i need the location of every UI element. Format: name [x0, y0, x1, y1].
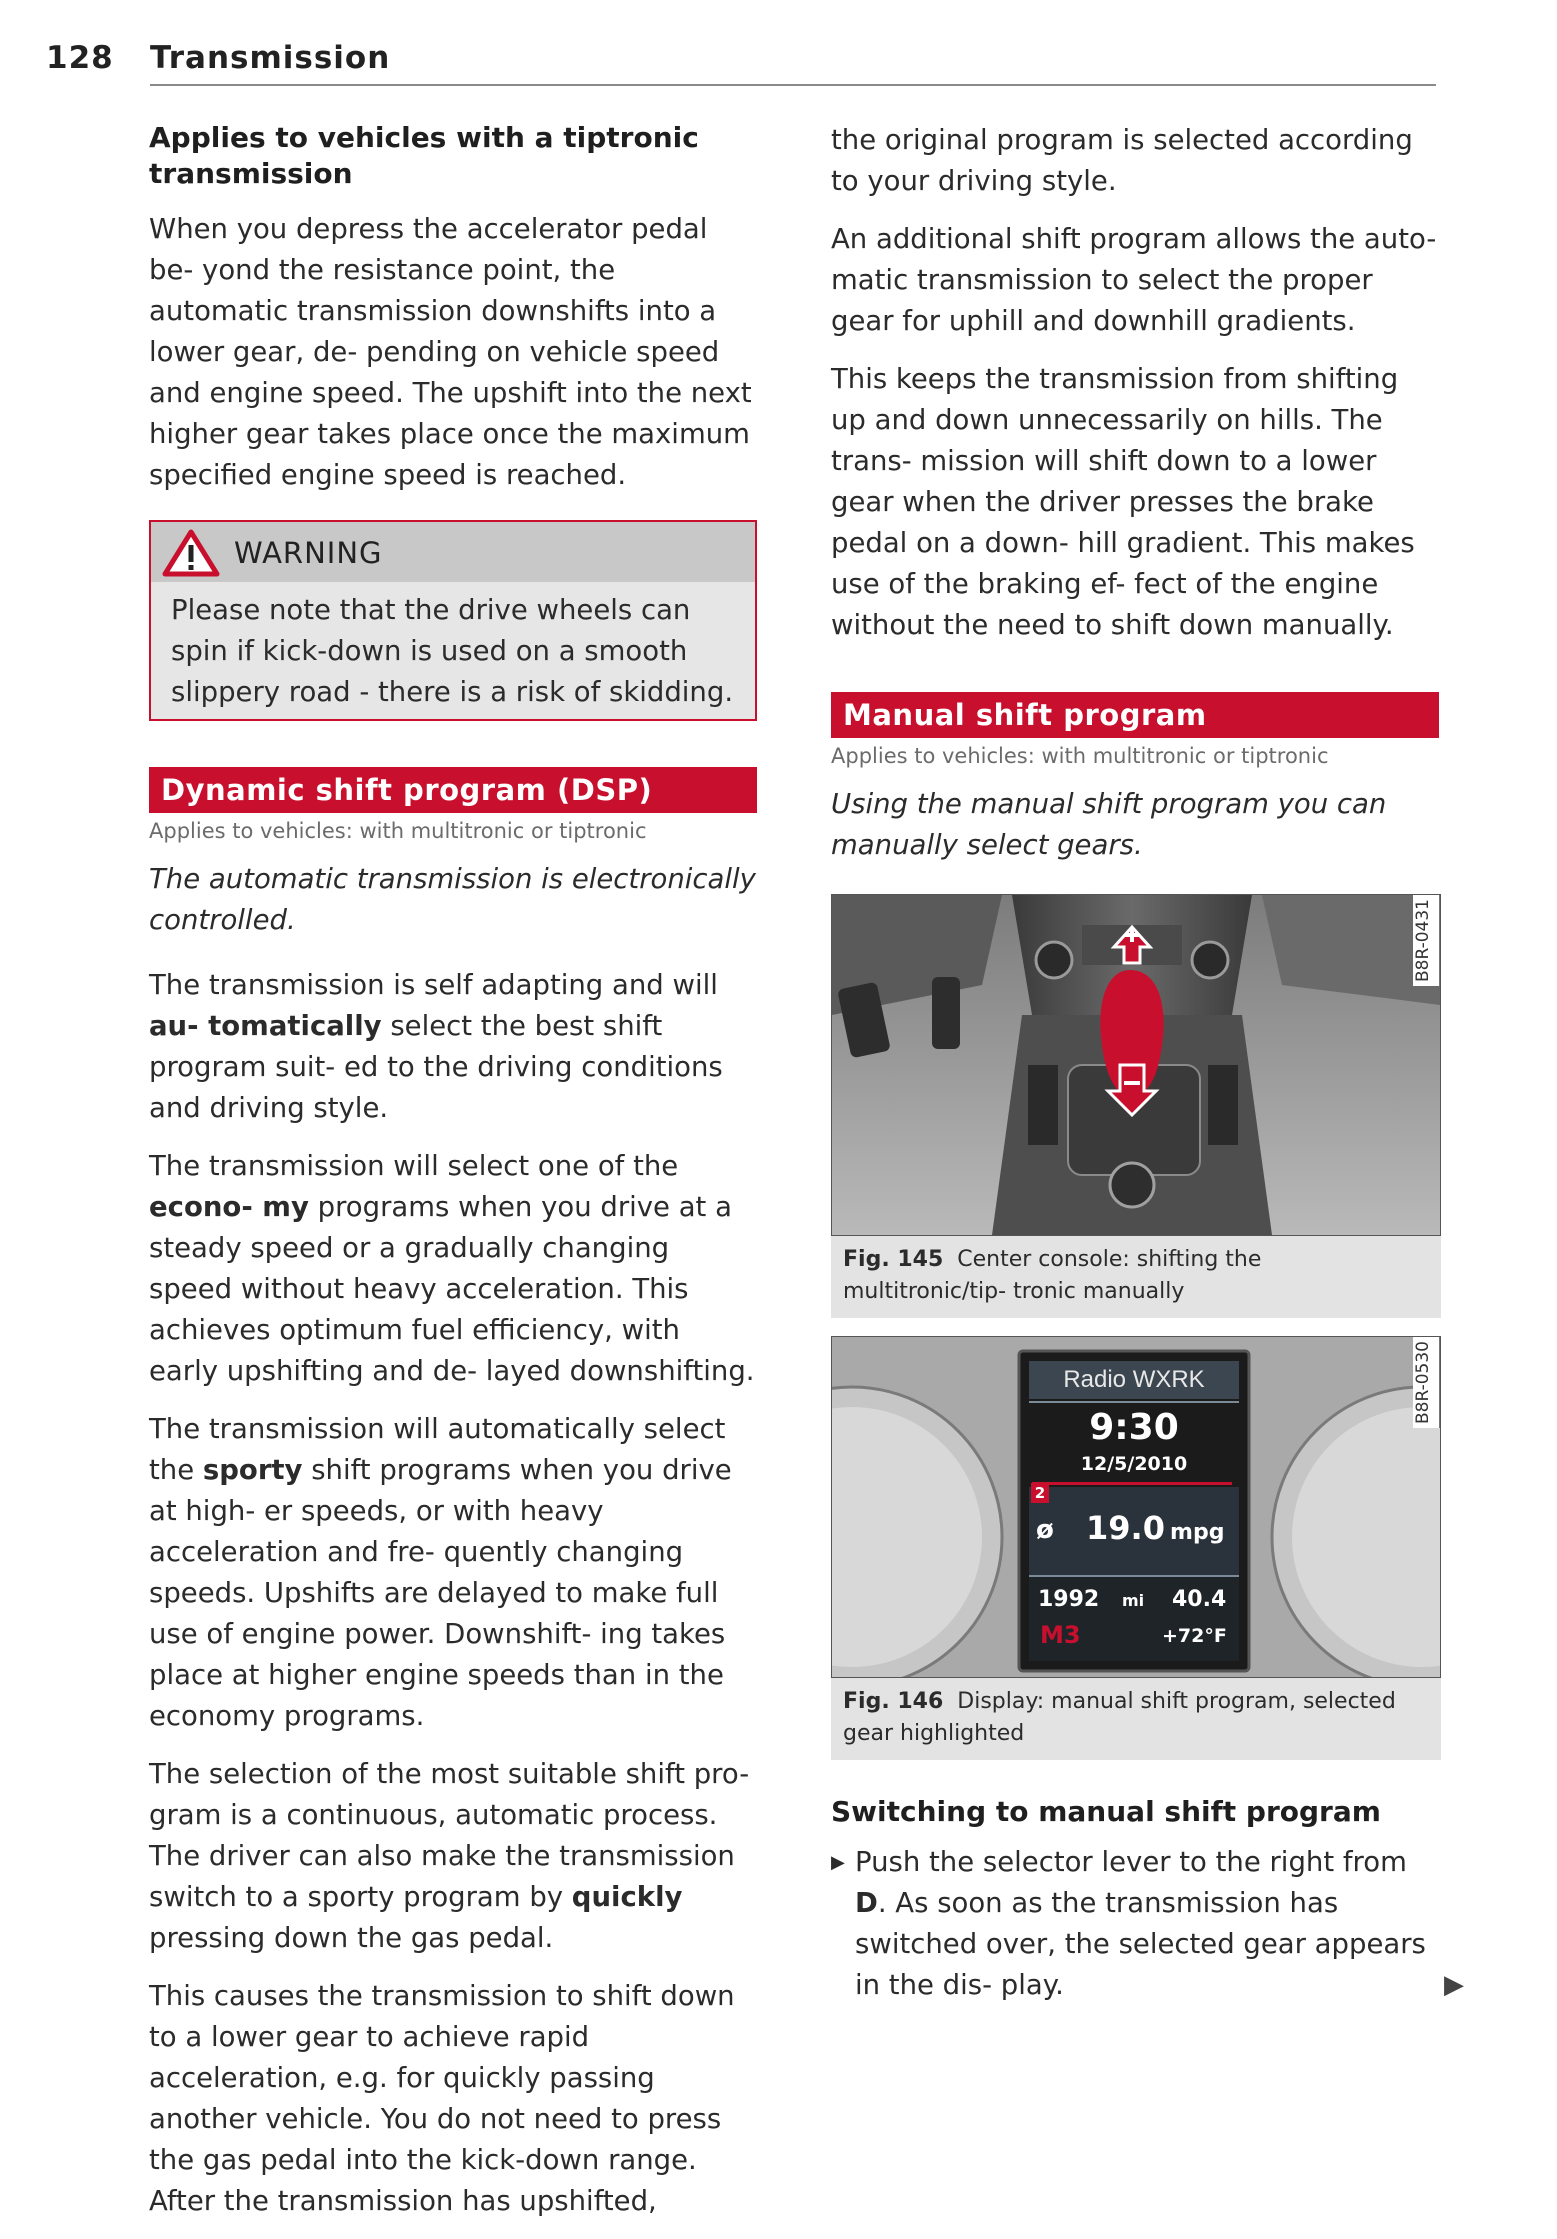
dsp-paragraph-1: The transmission is self adapting and will au- tomatically select the best shift program suit- ed to the driving conditions and driving style. — [149, 969, 723, 1124]
manual-shift-title: Manual shift program — [831, 692, 1439, 738]
display-temperature: +72°F — [1162, 1625, 1227, 1647]
figure-145-caption: Fig. 145 Center console: shifting the multitronic/tip- tronic manually — [831, 1236, 1441, 1318]
display-gear-badge: 2 — [1034, 1484, 1046, 1502]
dsp-applies: Applies to vehicles: with multitronic or tiptronic — [149, 819, 647, 843]
display-average-icon: ø — [1036, 1515, 1054, 1545]
display-station: Radio WXRK — [1063, 1366, 1205, 1393]
dsp-paragraph-2: The transmission will select one of the econo- my programs when you drive at a steady speed or a gradually changing speed without heavy acceleration. This achieves optimum fuel efficiency, with early upshifting and de- layed downshifting. — [149, 1150, 755, 1387]
page-number: 128 — [46, 40, 114, 76]
switching-heading: Switching to manual shift program — [831, 1795, 1381, 1828]
continued-paragraph-1: the original program is selected according to your driving style. — [831, 124, 1413, 197]
display-time: 9:30 — [1089, 1407, 1179, 1448]
display-odometer-unit: mi — [1122, 1591, 1145, 1610]
display-gear: M3 — [1040, 1621, 1081, 1649]
dsp-paragraph-4: The selection of the most suitable shift pro- gram is a continuous, automatic process. The driver can also make the transmission switch to a sporty program by quickly pressing down the gas pedal. — [149, 1758, 750, 1954]
header-rule — [150, 84, 1436, 86]
bullet-triangle-icon: ▶ — [831, 1852, 845, 1873]
display-mpg: 19.0 mpg — [1086, 1509, 1225, 1547]
manual-shift-intro: Using the manual shift program you can manually select gears. — [831, 788, 1387, 861]
display-odometer: 1992 — [1038, 1587, 1100, 1612]
center-console-illustration — [832, 895, 1440, 1235]
left-column — [149, 120, 757, 2239]
dsp-paragraph-3: The transmission will automatically select the sporty shift programs when you drive at high- er speeds, or with heavy acceleration and fre- quently changing speeds. Upshifts are delayed to make full use of engine power. Downshift- ing takes place at higher engine speeds than in the economy programs. — [149, 1413, 732, 1732]
dsp-paragraph-5: This causes the transmission to shift down to a lower gear to achieve rapid acceleration, e.g. for quickly passing another vehicle. You do not need to press the gas pedal into the kick-down range. After the transmission has upshifted, — [149, 1980, 735, 2217]
warning-header — [151, 522, 755, 582]
figure-146-tag: B8R-0530 — [1413, 1337, 1440, 1428]
continued-paragraph-3: This keeps the transmission from shifting up and down unnecessarily on hills. The trans- mission will shift down to a lower gear when the driver presses the brake pedal on a down- hill gradient. This makes use of the braking ef- fect of the engine without the need to shift down manually. — [831, 363, 1415, 641]
warning-label: WARNING — [234, 536, 383, 570]
tiptronic-paragraph: When you depress the accelerator pedal be- yond the resistance point, the automatic transmission downshifts into a lower gear, de- pending on vehicle speed and engine speed. The upshift into the next higher gear takes place once the maximum specified engine speed is reached. — [149, 213, 752, 491]
manual-shift-applies: Applies to vehicles: with multitronic or tiptronic — [831, 744, 1329, 768]
figure-146-caption: Fig. 146 Display: manual shift program, selected gear highlighted — [831, 1678, 1441, 1760]
tiptronic-heading: Applies to vehicles with a tiptronic transmission — [149, 121, 699, 190]
continue-arrow-icon: ▶ — [1444, 1970, 1464, 2000]
display-date: 12/5/2010 — [1080, 1453, 1188, 1475]
page-section-title: Transmission — [150, 40, 391, 76]
continued-paragraph-2: An additional shift program allows the auto- matic transmission to select the proper gear for uphill and downhill gradients. — [831, 223, 1437, 337]
display-trip: 40.4 — [1172, 1587, 1227, 1612]
figure-145-tag: B8R-0431 — [1413, 895, 1440, 986]
switching-step: ▶ Push the selector lever to the right from D. As soon as the transmission has switched over, the selected gear appears in the dis- play. — [831, 1842, 1439, 2006]
figure-145-center-console — [831, 894, 1441, 1236]
warning-triangle-icon — [161, 528, 221, 582]
warning-text: Please note that the drive wheels can spin if kick-down is used on a smooth slippery road - there is a risk of skidding. — [171, 594, 734, 708]
dsp-intro: The automatic transmission is electronically controlled. — [149, 863, 756, 936]
figure-146-display — [831, 1336, 1441, 1678]
dsp-title: Dynamic shift program (DSP) — [149, 767, 757, 813]
right-column — [831, 120, 1439, 2006]
warning-box — [149, 520, 757, 721]
